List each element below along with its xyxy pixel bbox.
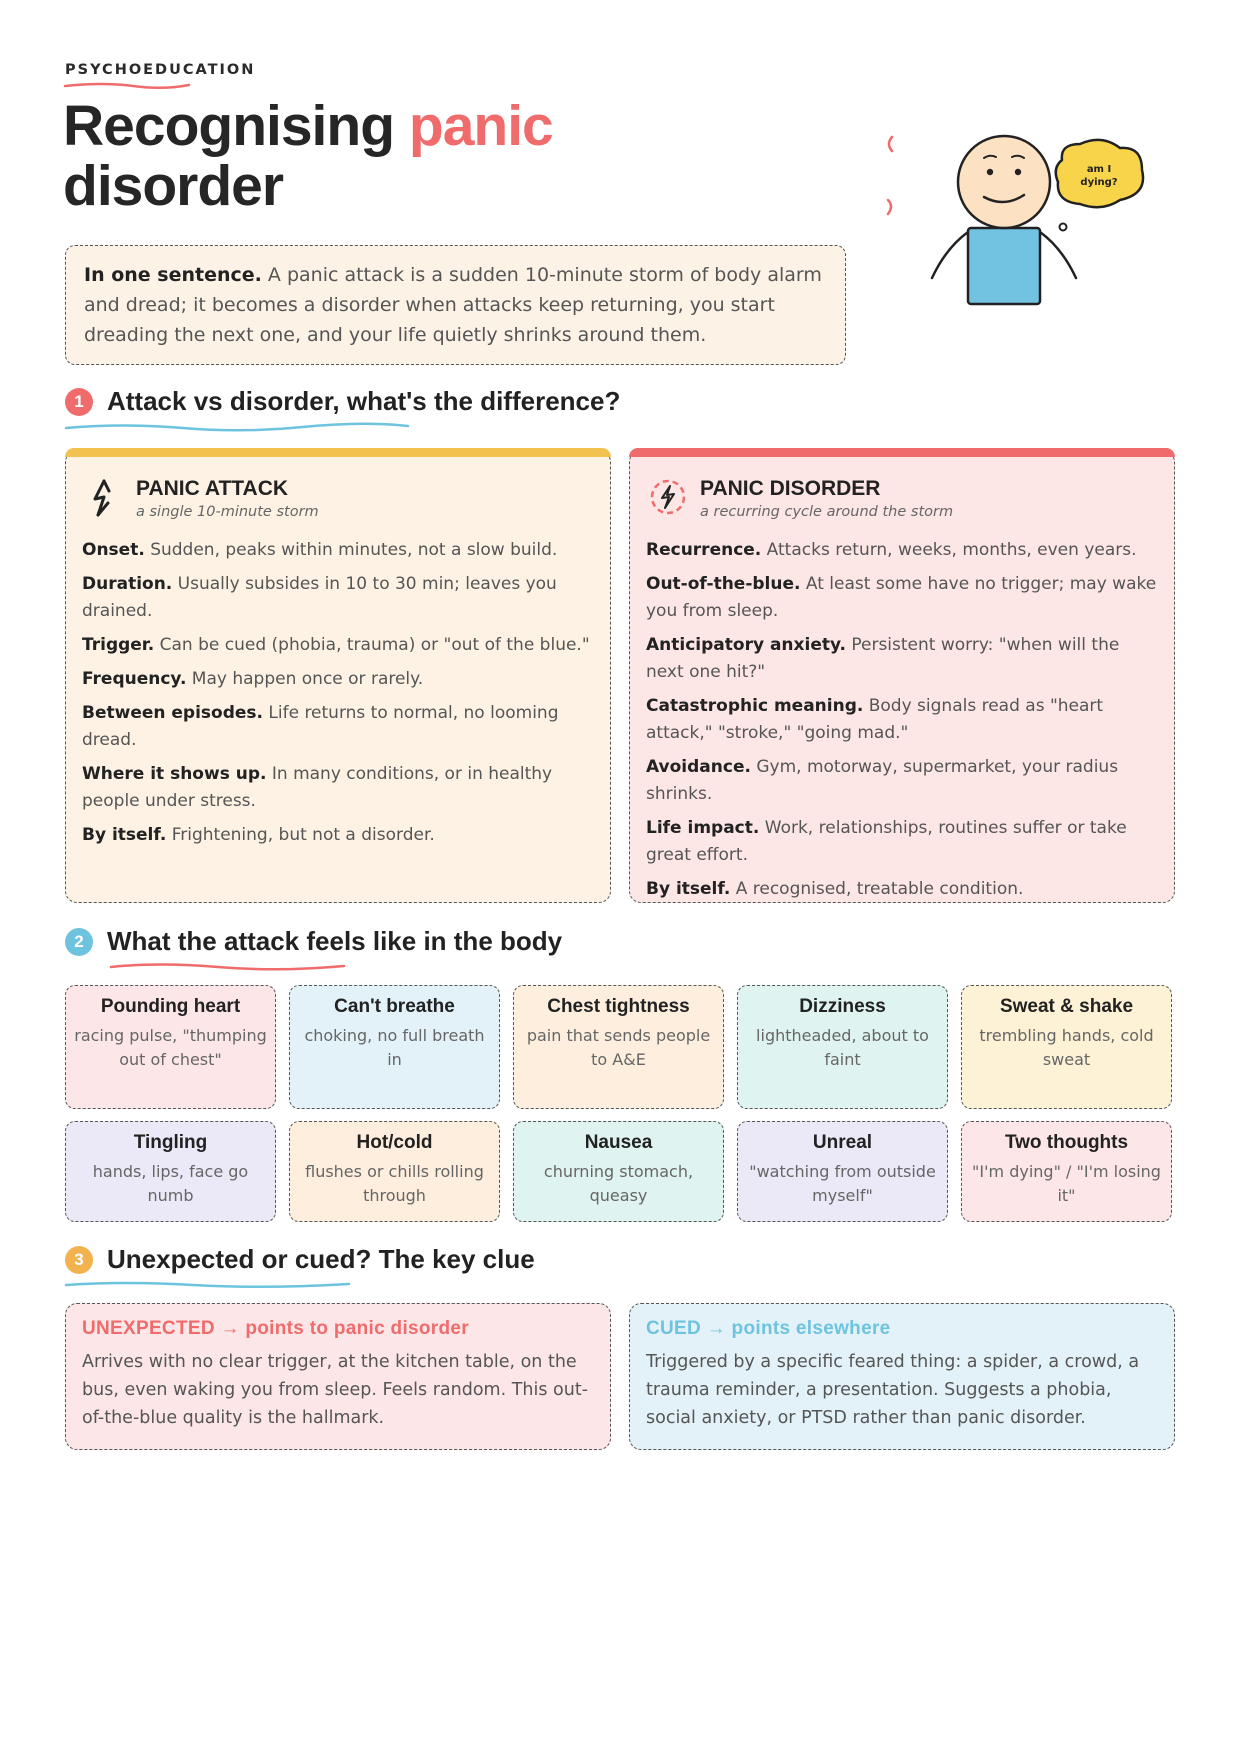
symptom-tile: Tingling hands, lips, face go numb <box>65 1121 276 1222</box>
panic-disorder-card <box>629 450 1175 903</box>
symptom-tile: Unreal "watching from outside myself" <box>737 1121 948 1222</box>
symptom-tile: Can't breathe choking, no full breath in <box>289 985 500 1109</box>
panic-disorder-header <box>646 475 953 520</box>
panic-attack-header <box>82 475 319 520</box>
symptom-tile: Sweat & shake trembling hands, cold sweat <box>961 985 1172 1109</box>
list-item: Trigger. Can be cued (phobia, trauma) or "out of the blue." <box>82 635 590 655</box>
section1-title: Attack vs disorder, what's the difference? <box>107 386 621 416</box>
lightning-icon <box>82 475 126 519</box>
panic-attack-card <box>65 450 611 903</box>
thought-line1: am I <box>1086 164 1112 175</box>
card-top-bar <box>629 448 1175 457</box>
unexpected-card <box>65 1303 611 1450</box>
symptom-tile: Chest tightness pain that sends people to A&E <box>513 985 724 1109</box>
section1-number: 1 <box>65 388 93 416</box>
eyebrow: PSYCHOEDUCATION <box>65 62 256 78</box>
symptom-tile: Two thoughts "I'm dying" / "I'm losing it" <box>961 1121 1172 1222</box>
cued-text: Triggered by a specific feared thing: a spider, a crowd, a trauma reminder, a presentation. Suggests a phobia, social anxiety, or PTSD rather than panic disorder. <box>646 1352 1140 1428</box>
unexpected-heading: UNEXPECTED → points to panic disorder <box>82 1318 469 1339</box>
list-item: Catastrophic meaning. Body signals read as "heart attack," "stroke," "going mad." <box>646 696 1104 743</box>
section3-title: Unexpected or cued? The key clue <box>107 1244 535 1274</box>
section1-heading <box>65 386 620 417</box>
list-item: Where it shows up. In many conditions, or in healthy people under stress. <box>82 764 553 811</box>
list-item: Avoidance. Gym, motorway, supermarket, your radius shrinks. <box>646 757 1119 804</box>
symptom-tile: Dizziness lightheaded, about to faint <box>737 985 948 1109</box>
cued-card <box>629 1303 1175 1450</box>
page-title <box>63 96 553 216</box>
list-item: Frequency. May happen once or rarely. <box>82 669 424 689</box>
panic-disorder-subtitle: a recurring cycle around the storm <box>700 504 954 520</box>
card-top-bar <box>65 448 611 457</box>
cycle-lightning-icon <box>646 475 690 519</box>
section2-underline <box>108 960 348 974</box>
section2-title: What the attack feels like in the body <box>107 926 563 956</box>
section2-heading <box>65 926 562 957</box>
summary-label: In one sentence. <box>84 264 262 286</box>
worried-figure-illustration <box>880 120 1180 320</box>
thought-line2: dying? <box>1080 177 1118 188</box>
title-part2: disorder <box>63 154 284 218</box>
unexpected-text: Arrives with no clear trigger, at the kitchen table, on the bus, even waking you from sleep. Feels random. This out-of-the-blue quality is the hallmark. <box>82 1352 589 1428</box>
panic-attack-title: PANIC ATTACK <box>136 477 289 500</box>
list-item: Recurrence. Attacks return, weeks, months, even years. <box>646 540 1137 560</box>
list-item: Out-of-the-blue. At least some have no trigger; may wake you from sleep. <box>646 574 1157 621</box>
summary-text: A panic attack is a sudden 10-minute storm of body alarm and dread; it becomes a disorder when attacks keep returning, you start dreading the next one, and your life quietly shrinks around them. <box>84 264 822 346</box>
section3-heading <box>65 1244 535 1275</box>
eyebrow-underline <box>63 80 193 90</box>
section2-number: 2 <box>65 928 93 956</box>
panic-disorder-list <box>646 537 1160 910</box>
symptom-tile: Nausea churning stomach, queasy <box>513 1121 724 1222</box>
cued-heading: CUED → points elsewhere <box>646 1318 891 1339</box>
title-part1: Recognising <box>63 94 395 158</box>
list-item: By itself. Frightening, but not a disorder. <box>82 825 435 845</box>
list-item: Between episodes. Life returns to normal, no looming dread. <box>82 703 559 750</box>
panic-attack-subtitle: a single 10-minute storm <box>136 504 319 520</box>
list-item: Duration. Usually subsides in 10 to 30 min; leaves you drained. <box>82 574 557 621</box>
section1-underline <box>63 420 413 434</box>
list-item: By itself. A recognised, treatable condition. <box>646 879 1024 899</box>
list-item: Onset. Sudden, peaks within minutes, not a slow build. <box>82 540 558 560</box>
panic-attack-list <box>82 537 596 856</box>
list-item: Life impact. Work, relationships, routines suffer or take great effort. <box>646 818 1127 865</box>
section3-number: 3 <box>65 1246 93 1274</box>
summary-box <box>65 245 846 365</box>
symptom-tile: Hot/cold flushes or chills rolling through <box>289 1121 500 1222</box>
title-accent: panic <box>408 94 553 158</box>
list-item: Anticipatory anxiety. Persistent worry: "when will the next one hit?" <box>646 635 1120 682</box>
panic-disorder-title: PANIC DISORDER <box>700 477 881 500</box>
section3-underline <box>63 1278 353 1292</box>
symptom-tile: Pounding heart racing pulse, "thumping out of chest" <box>65 985 276 1109</box>
